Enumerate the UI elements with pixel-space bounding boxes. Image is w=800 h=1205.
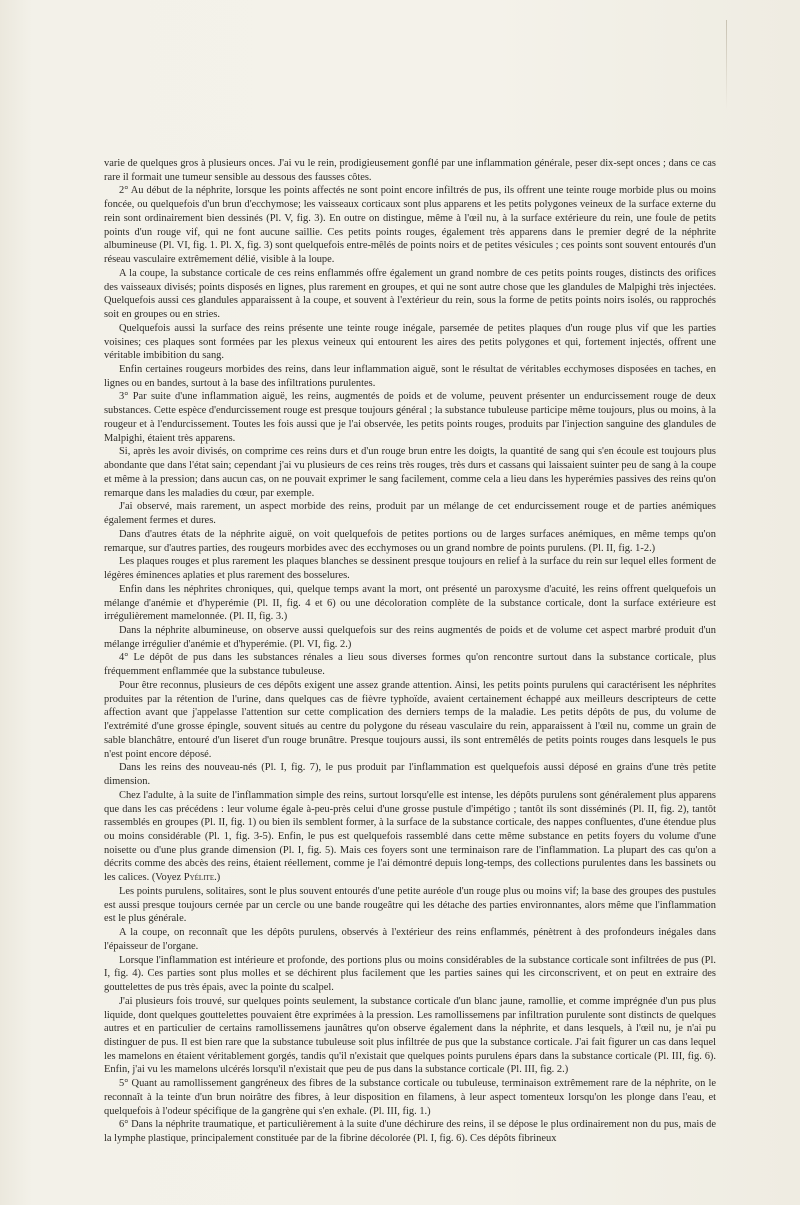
paragraph: Lorsque l'inflammation est intérieure et profonde, des portions plus ou moins considérables de la substance corticale sont infiltrées de pus (Pl. I, fig. 4). Ces parties sont plus molles et se déchirent plus facilement que les parties saines qui les circonscrivent, et on peut en extraire des gouttelettes de pus très épais, avec la pointe du scalpel.	[104, 954, 716, 994]
paragraph: Si, après les avoir divisés, on comprime ces reins durs et d'un rouge brun entre les doigts, la quantité de sang qui s'en écoule est toujours plus abondante que dans l'état sain; cependant j'ai vu plusieurs de ces reins très rouges, très durs et cassans qui laissaient suinter peu de sang à la coupe et même à la pression; dans aucun cas, on ne pouvait exprimer le sang facilement, comme cela a lieu dans les hyperémies passives des reins qu'on remarque dans les maladies du cœur, par exemple.	[104, 446, 716, 499]
paragraph: Enfin dans les néphrites chroniques, qui, quelque temps avant la mort, ont présenté un paroxysme d'acuité, les reins offrent quelquefois un mélange d'anémie et d'hyperémie (Pl. II, fig. 4 et 6) ou une décoloration complète de la substance corticale, dont la surface extérieure est irrégulièrement mamelonnée. (Pl. II, fig. 3.)	[104, 583, 716, 623]
paragraph: Les plaques rouges et plus rarement les plaques blanches se dessinent presque toujours en relief à la surface du rein sur lequel elles forment de légères éminences aplaties et plus rarement des bosselures.	[104, 556, 716, 582]
page-edge-mark	[726, 20, 727, 110]
paragraph: Dans d'autres états de la néphrite aiguë, on voit quelquefois de petites portions ou de larges surfaces anémiques, en même temps qu'on remarque, sur d'autres parties, des rougeurs morbides avec des ecchymoses ou un grand nombre de points purulens. (Pl. II, fig. 1-2.)	[104, 528, 716, 554]
paragraph: Quelquefois aussi la surface des reins présente une teinte rouge inégale, parsemée de petites plaques d'un rouge plus vif que les parties voisines; ces plaques sont formées par les plexus veineux qui entourent les aires des petits polygones et qui, fortement injectés, offrent une véritable imbibition du sang.	[104, 322, 716, 362]
paragraph: 6° Dans la néphrite traumatique, et particulièrement à la suite d'une déchirure des reins, il se dépose le plus ordinairement non du pus, mais de la lymphe plastique, principalement constituée par de la fibrine décolorée (Pl. I, fig. 6). Ces dépôts fibrineux	[104, 1119, 716, 1145]
paragraph: 4° Le dépôt de pus dans les substances rénales a lieu sous diverses formes qu'on rencontre surtout dans la substance corticale, plus fréquemment enflammée que la substance tubuleuse.	[104, 652, 716, 678]
paragraph: A la coupe, la substance corticale de ces reins enflammés offre également un grand nombre de ces petits points rouges, distincts des orifices des vaisseaux divisés; points disposés en lignes, plus rarement en groupes, et qui ne sont autre chose que les glandules de Malpighi très injectées. Quelquefois aussi ces glandules apparaissent à la coupe, et souvent à l'extérieur du rein, sous la forme de petits points noirs isolés, ou rapprochés soit en groupes ou en stries.	[104, 267, 716, 321]
paragraph: varie de quelques gros à plusieurs onces. J'ai vu le rein, prodigieusement gonflé par une inflammation générale, peser dix-sept onces ; dans ce cas rare il formait une tumeur sensible au dessous des fausses côtes.	[104, 158, 716, 183]
paragraph: A la coupe, on reconnaît que les dépôts purulens, observés à l'extérieur des reins enflammés, pénètrent à des profondeurs inégales dans l'épaisseur de l'organe.	[104, 927, 716, 952]
paragraph-with-reference	[104, 789, 716, 885]
paragraph: Dans les reins des nouveau-nés (Pl. I, fig. 7), le pus produit par l'inflammation est quelquefois aussi déposé en grains d'une très petite dimension.	[104, 762, 716, 788]
paragraph: 5° Quant au ramollissement gangréneux des fibres de la substance corticale ou tubuleuse, terminaison extrêmement rare de la néphrite, on le reconnaît à la teinte d'un brun noirâtre des fibres, à leur disposition en filamens, à leur aspect tomenteux lorsqu'on les plonge dans l'eau, et quelquefois à l'odeur spécifique de la gangrène qui s'en exhale. (Pl. III, fig. 1.)	[104, 1078, 716, 1117]
body-text	[104, 157, 716, 1146]
paragraph: 2° Au début de la néphrite, lorsque les points affectés ne sont point encore infiltrés de pus, ils offrent une teinte rouge morbide plus ou moins foncée, ou quelquefois d'un brun d'ecchymose; les vaisseaux corticaux sont plus apparens et les petits polygones veineux de la surface externe du rein sont ordinairement bien dessinés (Pl. V, fig. 3). En outre on distingue, même à l'œil nu, à la surface extérieure du rein, une foule de petits points d'un rouge vif, qui ne font aucune saillie. Ces petits points rouges, également très apparens dans le premier degré de la néphrite albumineuse (Pl. VI, fig. 1. Pl. X, fig. 3) sont quelquefois entre-mêlés de points noirs et de petites vésicules ; ces points sont souvent entourés d'un réseau vasculaire extrêmement délié, visible à la loupe.	[104, 185, 716, 266]
cross-reference: Pyélite.)	[183, 872, 221, 884]
paragraph: 3° Par suite d'une inflammation aiguë, les reins, augmentés de poids et de volume, peuvent présenter un endurcissement rouge de deux substances. Cette espèce d'endurcissement rouge est presque toujours général ; la substance tubuleuse participe même toujours, plus ou moins, à la rougeur et à l'endurcissement. Toutes les fois aussi que je l'ai observée, les petits points rouges, produits par l'injection sanguine des glandules de Malpighi, étaient très apparens.	[104, 391, 717, 444]
paragraph: J'ai plusieurs fois trouvé, sur quelques points seulement, la substance corticale d'un blanc jaune, ramollie, et comme imprégnée d'un pus plus liquide, dont quelques gouttelettes pouvaient être exprimées à la pression. Les ramollissemens par infiltration purulente sont distincts de quelques autres et en particulier de certains ramollissemens jaunâtres qu'on observe également dans la néphrite, et dans lesquels, à l'œil nu, je n'ai pu distinguer de pus. Il est bien rare que la substance tubuleuse soit plus infiltrée de pus que la substance corticale. J'ai fait figurer un cas dans lequel les mamelons en étaient véritablement gorgés, tandis qu'il n'existait que quelques points purulens épars dans la substance corticale (Pl. III, fig. 6). Enfin, j'ai vu les mamelons ulcérés lorsqu'il n'existait que peu de pus dans la substance corticale (Pl. III, fig. 2.)	[104, 995, 716, 1076]
paragraph: Pour être reconnus, plusieurs de ces dépôts exigent une assez grande attention. Ainsi, les petits points purulens qui caractérisent les néphrites produites par la rétention de l'urine, dans quelques cas de fièvre typhoïde, avaient certainement échappé aux meilleurs descripteurs de cette affection avant que j'appelasse l'attention sur cette complication des derniers temps de la maladie. Les petits dépôts de pus, du volume de l'extrémité d'une grosse épingle, souvent situés au centre du polygone du réseau vasculaire du rein, apparaissent à l'œil nu, comme un grain de sable blanchâtre, entouré d'un liseret d'un rouge brunâtre. Presque toujours aussi, ils sont entremêlés de petits points rouges dans lesquels le pus n'est point encore déposé.	[104, 679, 716, 760]
paragraph: Enfin certaines rougeurs morbides des reins, dans leur inflammation aiguë, sont le résultat de véritables ecchymoses disposées en taches, en lignes ou en bandes, surtout à la base des infiltrations purulentes.	[104, 364, 716, 389]
paragraph: Dans la néphrite albumineuse, on observe aussi quelquefois sur des reins augmentés de poids et de volume cet aspect marbré produit d'un mélange irrégulier d'anémie et d'hyperémie. (Pl. VI, fig. 2.)	[104, 624, 716, 650]
paragraph-text: Chez l'adulte, à la suite de l'inflammation simple des reins, surtout lorsqu'elle est intense, les dépôts purulens sont généralement plus apparens que dans les cas précédens : leur volume égale à-peu-près celui d'une grosse pustule d'impétigo ; tantôt ils sont disséminés (Pl. II, fig. 2), tantôt rassemblés en groupes (Pl. II, fig. 1) ou bien ils semblent former, à la surface de la substance corticale, des nappes confluentes, d'une étendue plus ou moins considérable (Pl. 1, fig. 3-5). Enfin, le pus est quelquefois rassemblé dans cette même substance en petits foyers du volume d'une noisette ou d'une plus grande dimension (Pl. I, fig. 5). Mais ces foyers sont une terminaison rare de l'inflammation. La plupart des cas qu'on a décrits comme des abcès des reins, étaient réellement, comme je l'ai démontré depuis long-temps, des collections purulentes dans les bassinets ou les calices. (Voyez	[104, 789, 716, 884]
paragraph: Les points purulens, solitaires, sont le plus souvent entourés d'une petite auréole d'un rouge plus ou moins vif; la base des groupes des pustules est aussi presque toujours cernée par un cercle ou une bande rougeâtre qui les détache des parties environnantes, alors même que l'inflammation est le plus générale.	[104, 885, 716, 925]
paragraph: J'ai observé, mais rarement, un aspect morbide des reins, produit par un mélange de cet endurcissement rouge et de parties anémiques également fermes et dures.	[104, 501, 716, 527]
